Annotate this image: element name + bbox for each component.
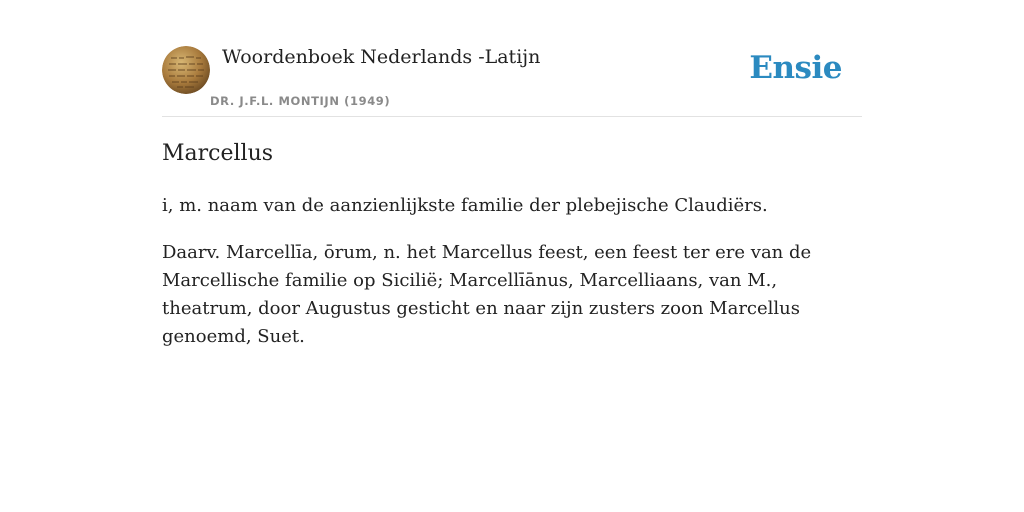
brand-logo-link[interactable]: Ensie (749, 50, 842, 86)
book-seal-icon[interactable] (162, 46, 210, 94)
site-header (162, 46, 862, 117)
entry-definition: i, m. naam van de aanzienlijkste familie der plebejische Claudiërs. (162, 195, 768, 216)
entry-derivation: Daarv. Marcellīa, ōrum, n. het Marcellus feest, een feest ter ere van de Marcellische familie op Sicilië; Marcellīānus, Marcelliaans, van M., theatrum, door Augustus gesticht en naar zijn zusters zoon Marcellus genoemd, Suet. (162, 242, 812, 347)
author-byline: DR. J.F.L. MONTIJN (1949) (210, 94, 391, 108)
site-title[interactable]: Woordenboek Nederlands -Latijn (222, 46, 541, 68)
dictionary-entry (162, 138, 862, 351)
entry-headword: Marcellus (162, 141, 274, 166)
